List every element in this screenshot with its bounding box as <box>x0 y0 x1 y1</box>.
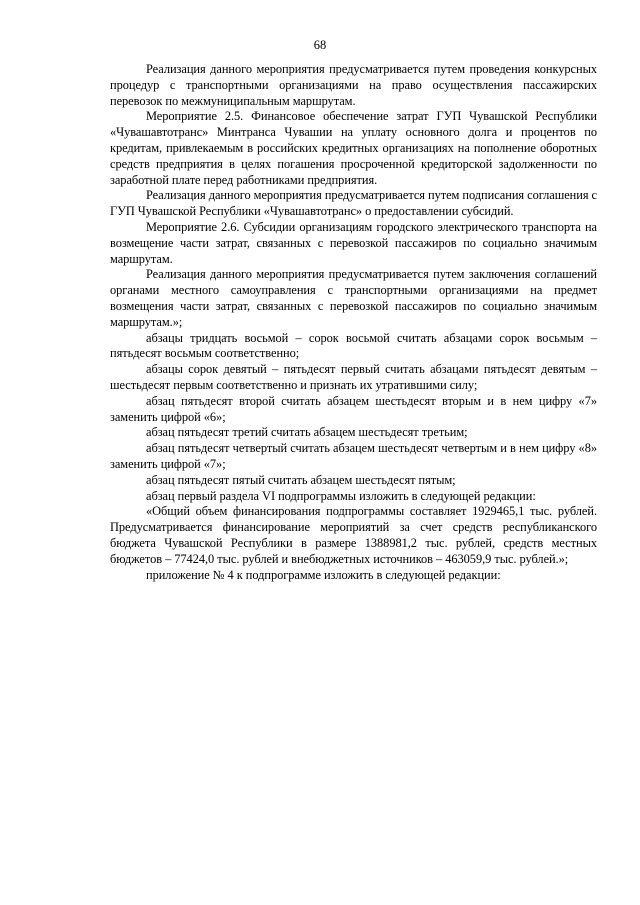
paragraph-14: приложение № 4 к подпрограмме изложить в следующей редакции: <box>146 567 501 582</box>
paragraph-7: абзацы сорок девятый – пятьдесят первый считать абзацами пятьдесят девятым – шестьдесят первым соответственно и признать их утратившими силу; <box>110 362 597 392</box>
paragraph-13: «Общий объем финансирования подпрограммы составляет 1929465,1 тыс. рублей. Предусматривается финансирование мероприятий за счет средств республиканского бюджета Чувашской Республики в размере 1388981,2 тыс. рублей, средств местных бюджетов – 77424,0 тыс. рублей и внебюджетных источников – 463059,9 тыс. рублей.»; <box>110 504 597 566</box>
body-text <box>110 62 597 583</box>
paragraph-4: Мероприятие 2.6. Субсидии организациям городского электрического транспорта на возмещение части затрат, связанных с перевозкой пассажиров по социально значимым маршрутам. <box>110 219 597 266</box>
paragraph-9: абзац пятьдесят третий считать абзацем шестьдесят третьим; <box>146 425 468 440</box>
paragraph-11: абзац пятьдесят пятый считать абзацем шестьдесят пятым; <box>146 472 456 487</box>
paragraph-6: абзацы тридцать восьмой – сорок восьмой считать абзацами сорок восьмым – пятьдесят восьмым соответственно; <box>110 330 597 361</box>
paragraph-10: абзац пятьдесят четвертый считать абзацем шестьдесят четвертым и в нем цифру «8» заменить цифрой «7»; <box>110 441 597 471</box>
paragraph-5: Реализация данного мероприятия предусматривается путем заключения соглашений органами местного самоуправления с транспортными организациями на предмет возмещения части затрат, связанных с перевозкой пассажиров по социально значимым маршрутам.»; <box>110 267 597 329</box>
paragraph-8: абзац пятьдесят второй считать абзацем шестьдесят вторым и в нем цифру «7» заменить цифрой «6»; <box>110 393 597 424</box>
page-number: 68 <box>313 38 327 52</box>
paragraph-1: Реализация данного мероприятия предусматривается путем проведения конкурсных процедур с транспортными организациями на право осуществления пассажирских перевозок по межмуниципальным маршрутам. <box>110 62 597 108</box>
paragraph-2: Мероприятие 2.5. Финансовое обеспечение затрат ГУП Чувашской Республики «Чувашавтотранс» Минтранса Чувашии на уплату основного долга и процентов по кредитам, привлекаемым в российских кредитных организациях на пополнение оборотных средств предприятия в целях погашения просроченной кредиторской задолженности по заработной плате перед работниками предприятия. <box>110 109 597 187</box>
paragraph-12: абзац первый раздела VI подпрограммы изложить в следующей редакции: <box>146 488 536 503</box>
paragraph-3: Реализация данного мероприятия предусматривается путем подписания соглашения с ГУП Чувашской Республики «Чувашавтотранс» о предоставлении субсидий. <box>110 188 597 219</box>
